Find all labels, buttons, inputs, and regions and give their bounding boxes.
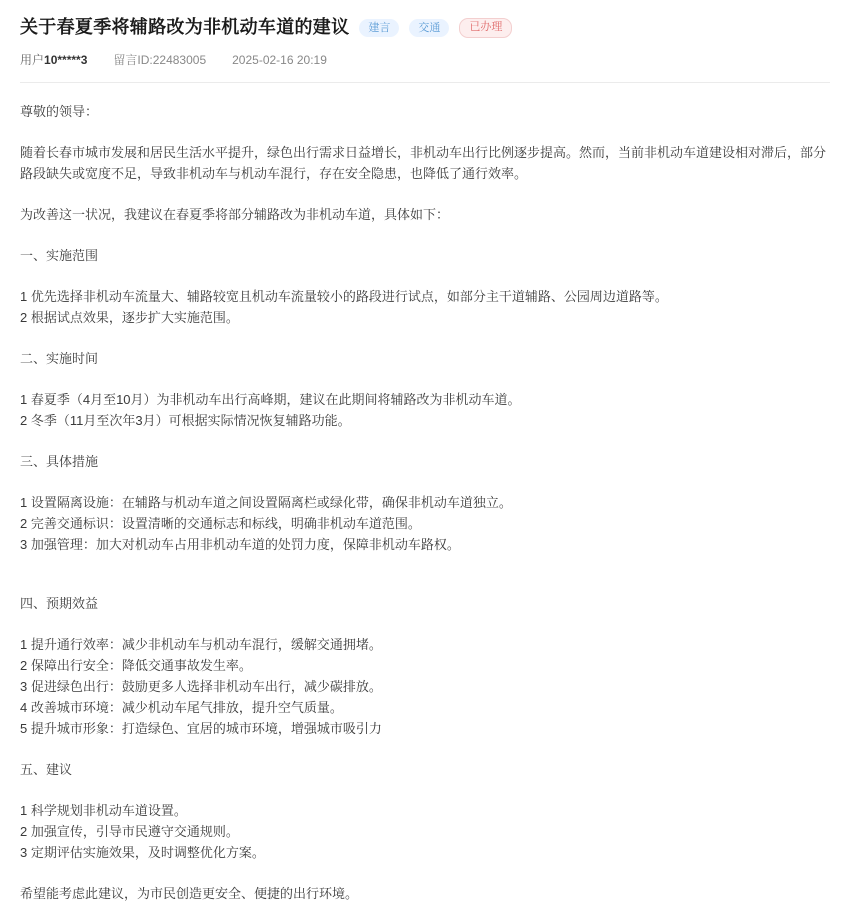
- section-heading-5: 五、建议: [20, 762, 73, 777]
- section-items-4: [20, 634, 830, 739]
- list-item: 2 冬季（11月至次年3月）可根据实际情况恢复辅路功能。: [20, 413, 351, 428]
- purpose-paragraph: 为改善这一状况，我建议在春夏季将部分辅路改为非机动车道，具体如下：: [20, 207, 450, 222]
- intro-paragraph: 随着长春市城市发展和居民生活水平提升，绿色出行需求日益增长，非机动车出行比例逐步提高。然而，当前非机动车道建设相对滞后，部分路段缺失或宽度不足，导致非机动车与机动车混行，存在安全隐患，也降低了通行效率。: [20, 145, 827, 181]
- post-meta: [20, 51, 830, 68]
- list-item: 2 保障出行安全：降低交通事故发生率。: [20, 658, 252, 673]
- list-item: 5 提升城市形象：打造绿色、宜居的城市环境，增强城市吸引力: [20, 721, 382, 736]
- list-item: 1 科学规划非机动车道设置。: [20, 803, 187, 818]
- post-body: [0, 83, 850, 904]
- list-item: 3 定期评估实施效果，及时调整优化方案。: [20, 845, 265, 860]
- closing-paragraph: 希望能考虑此建议，为市民创造更安全、便捷的出行环境。: [20, 886, 359, 901]
- section-items-2: [20, 389, 830, 431]
- section-items-5: [20, 800, 830, 863]
- section-heading-4: 四、预期效益: [20, 596, 99, 611]
- list-item: 1 春夏季（4月至10月）为非机动车出行高峰期，建议在此期间将辅路改为非机动车道。: [20, 392, 521, 407]
- list-item: 2 加强宣传，引导市民遵守交通规则。: [20, 824, 239, 839]
- status-badge-category: 交通: [409, 19, 449, 37]
- salutation: 尊敬的领导：: [20, 104, 99, 119]
- section-heading-2: 二、实施时间: [20, 351, 99, 366]
- list-item: 1 设置隔离设施：在辅路与机动车道之间设置隔离栏或绿化带，确保非机动车道独立。: [20, 495, 512, 510]
- meta-user-prefix: 用户: [20, 53, 45, 67]
- section-heading-3: 三、具体措施: [20, 454, 99, 469]
- status-badge-handled: 已办理: [459, 18, 512, 38]
- section-heading-1: 一、实施范围: [20, 248, 99, 263]
- page-title: 关于春夏季将辅路改为非机动车道的建议: [20, 17, 350, 37]
- meta-user-name: 10*****3: [44, 53, 88, 67]
- section-items-1: [20, 286, 830, 328]
- meta-datetime: 2025-02-16 20:19: [232, 52, 327, 67]
- meta-user: [20, 51, 87, 68]
- title-row: [20, 14, 830, 40]
- meta-message-id: 留言ID:22483005: [113, 53, 207, 67]
- list-item: 3 加强管理：加大对机动车占用非机动车道的处罚力度，保障非机动车路权。: [20, 537, 460, 552]
- list-item: 2 根据试点效果，逐步扩大实施范围。: [20, 310, 239, 325]
- list-item: 2 完善交通标识：设置清晰的交通标志和标线，明确非机动车道范围。: [20, 516, 421, 531]
- list-item: 1 提升通行效率：减少非机动车与机动车混行，缓解交通拥堵。: [20, 637, 382, 652]
- post-header: [0, 0, 850, 78]
- status-badge-suggest: 建言: [359, 19, 399, 37]
- section-items-3: [20, 492, 830, 555]
- list-item: 4 改善城市环境：减少机动车尾气排放，提升空气质量。: [20, 700, 343, 715]
- list-item: 1 优先选择非机动车流量大、辅路较宽且机动车流量较小的路段进行试点，如部分主干道辅路、公园周边道路等。: [20, 289, 668, 304]
- list-item: 3 促进绿色出行：鼓励更多人选择非机动车出行，减少碳排放。: [20, 679, 382, 694]
